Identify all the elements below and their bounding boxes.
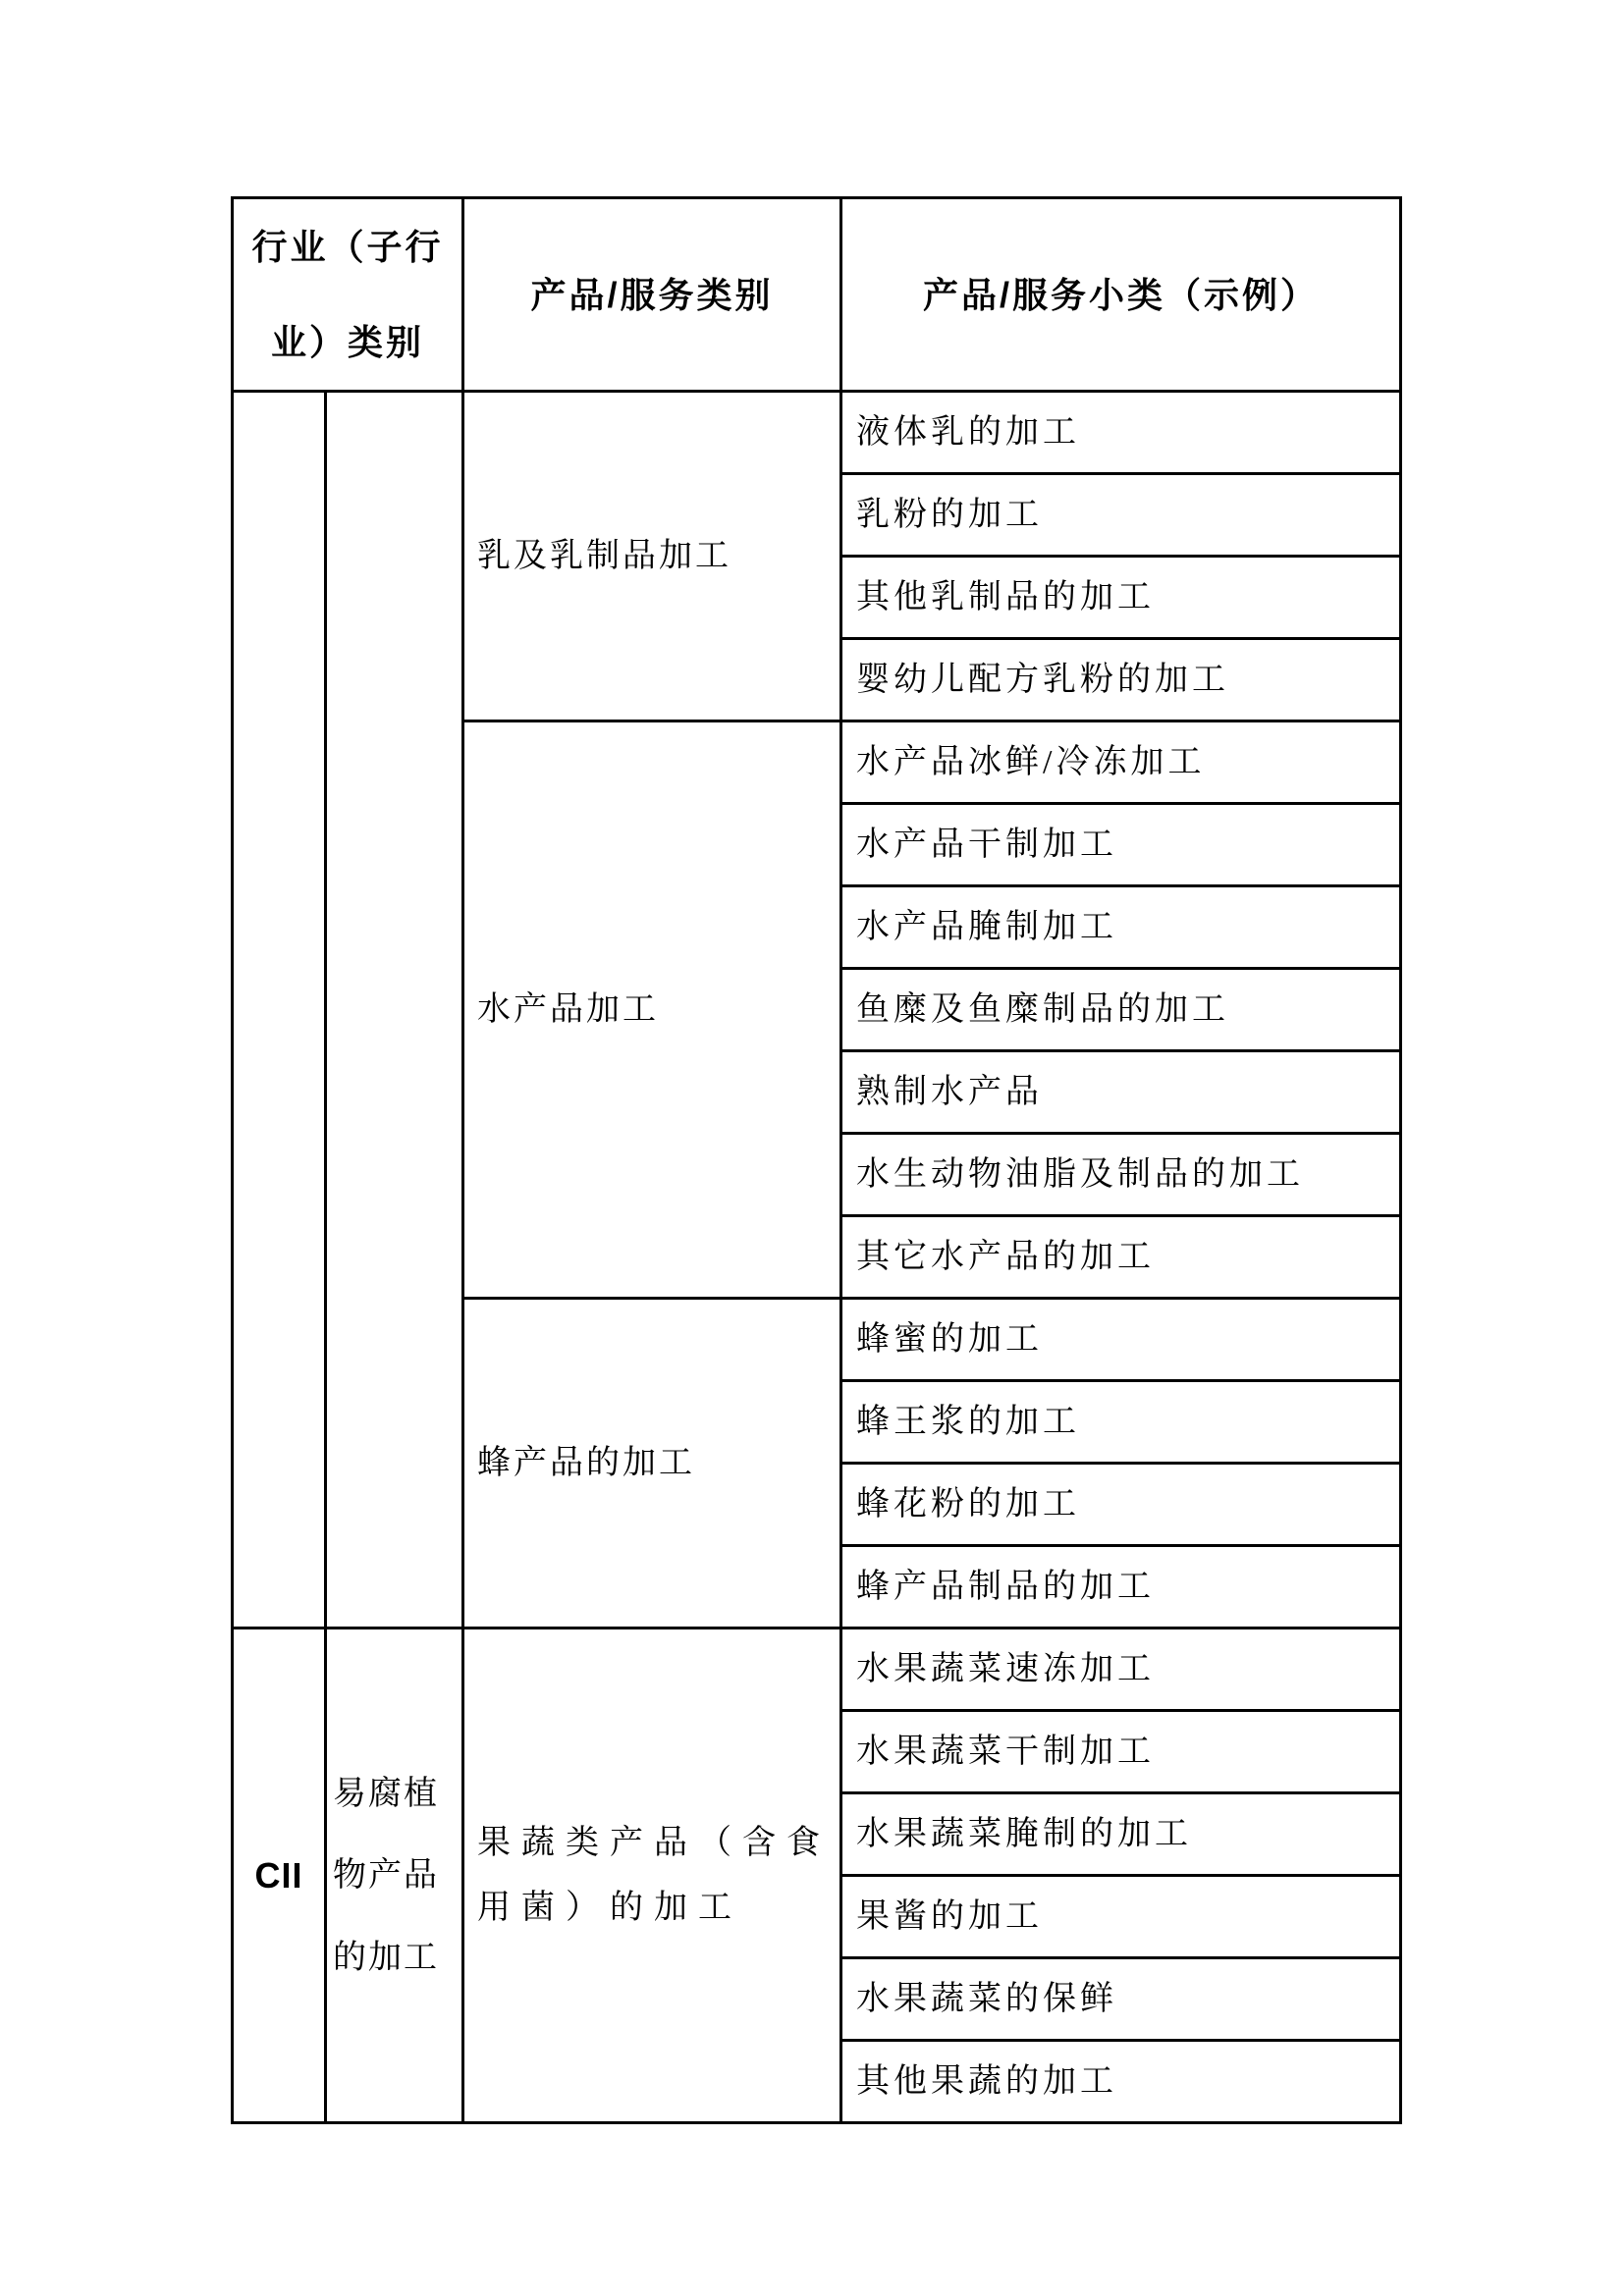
subcategory-cell: 水生动物油脂及制品的加工 <box>841 1134 1401 1216</box>
subcategory-cell: 水产品干制加工 <box>841 804 1401 886</box>
subcategory-cell: 水产品腌制加工 <box>841 886 1401 969</box>
subcategory-cell: 蜂王浆的加工 <box>841 1381 1401 1464</box>
subcategory-cell: 水果蔬菜腌制的加工 <box>841 1793 1401 1876</box>
subcategory-cell: 果酱的加工 <box>841 1876 1401 1958</box>
header-industry-category: 行业（子行业）类别 <box>233 198 463 392</box>
subcategory-cell: 熟制水产品 <box>841 1051 1401 1134</box>
category-cell-bee: 蜂产品的加工 <box>463 1299 841 1629</box>
industry-name-cell: 易腐植物产品的加工 <box>326 1629 463 2123</box>
category-cell-aquatic: 水产品加工 <box>463 721 841 1299</box>
subcategory-cell: 液体乳的加工 <box>841 392 1401 474</box>
subcategory-cell: 其他果蔬的加工 <box>841 2041 1401 2123</box>
header-product-service-subcategory: 产品/服务小类（示例） <box>841 198 1401 392</box>
subcategory-cell: 蜂产品制品的加工 <box>841 1546 1401 1629</box>
industry-code-cell-empty <box>233 392 326 1629</box>
subcategory-cell: 其他乳制品的加工 <box>841 557 1401 639</box>
subcategory-cell: 水果蔬菜速冻加工 <box>841 1629 1401 1711</box>
subcategory-cell: 婴幼儿配方乳粉的加工 <box>841 639 1401 721</box>
subcategory-cell: 蜂花粉的加工 <box>841 1464 1401 1546</box>
subcategory-cell: 水果蔬菜干制加工 <box>841 1711 1401 1793</box>
table-row <box>233 1629 1401 1711</box>
subcategory-cell: 水产品冰鲜/冷冻加工 <box>841 721 1401 804</box>
header-product-service-category: 产品/服务类别 <box>463 198 841 392</box>
table-header-row <box>233 198 1401 392</box>
category-cell-fruit-vegetable: 果蔬类产品（含食用菌）的加工 <box>463 1629 841 2123</box>
category-cell-dairy: 乳及乳制品加工 <box>463 392 841 721</box>
subcategory-cell: 其它水产品的加工 <box>841 1216 1401 1299</box>
subcategory-cell: 蜂蜜的加工 <box>841 1299 1401 1381</box>
industry-product-service-table <box>231 196 1402 2124</box>
subcategory-cell: 鱼糜及鱼糜制品的加工 <box>841 969 1401 1051</box>
subcategory-cell: 水果蔬菜的保鲜 <box>841 1958 1401 2041</box>
industry-code-cell: CII <box>233 1629 326 2123</box>
industry-name-cell-empty <box>326 392 463 1629</box>
subcategory-cell: 乳粉的加工 <box>841 474 1401 557</box>
table-row <box>233 392 1401 474</box>
